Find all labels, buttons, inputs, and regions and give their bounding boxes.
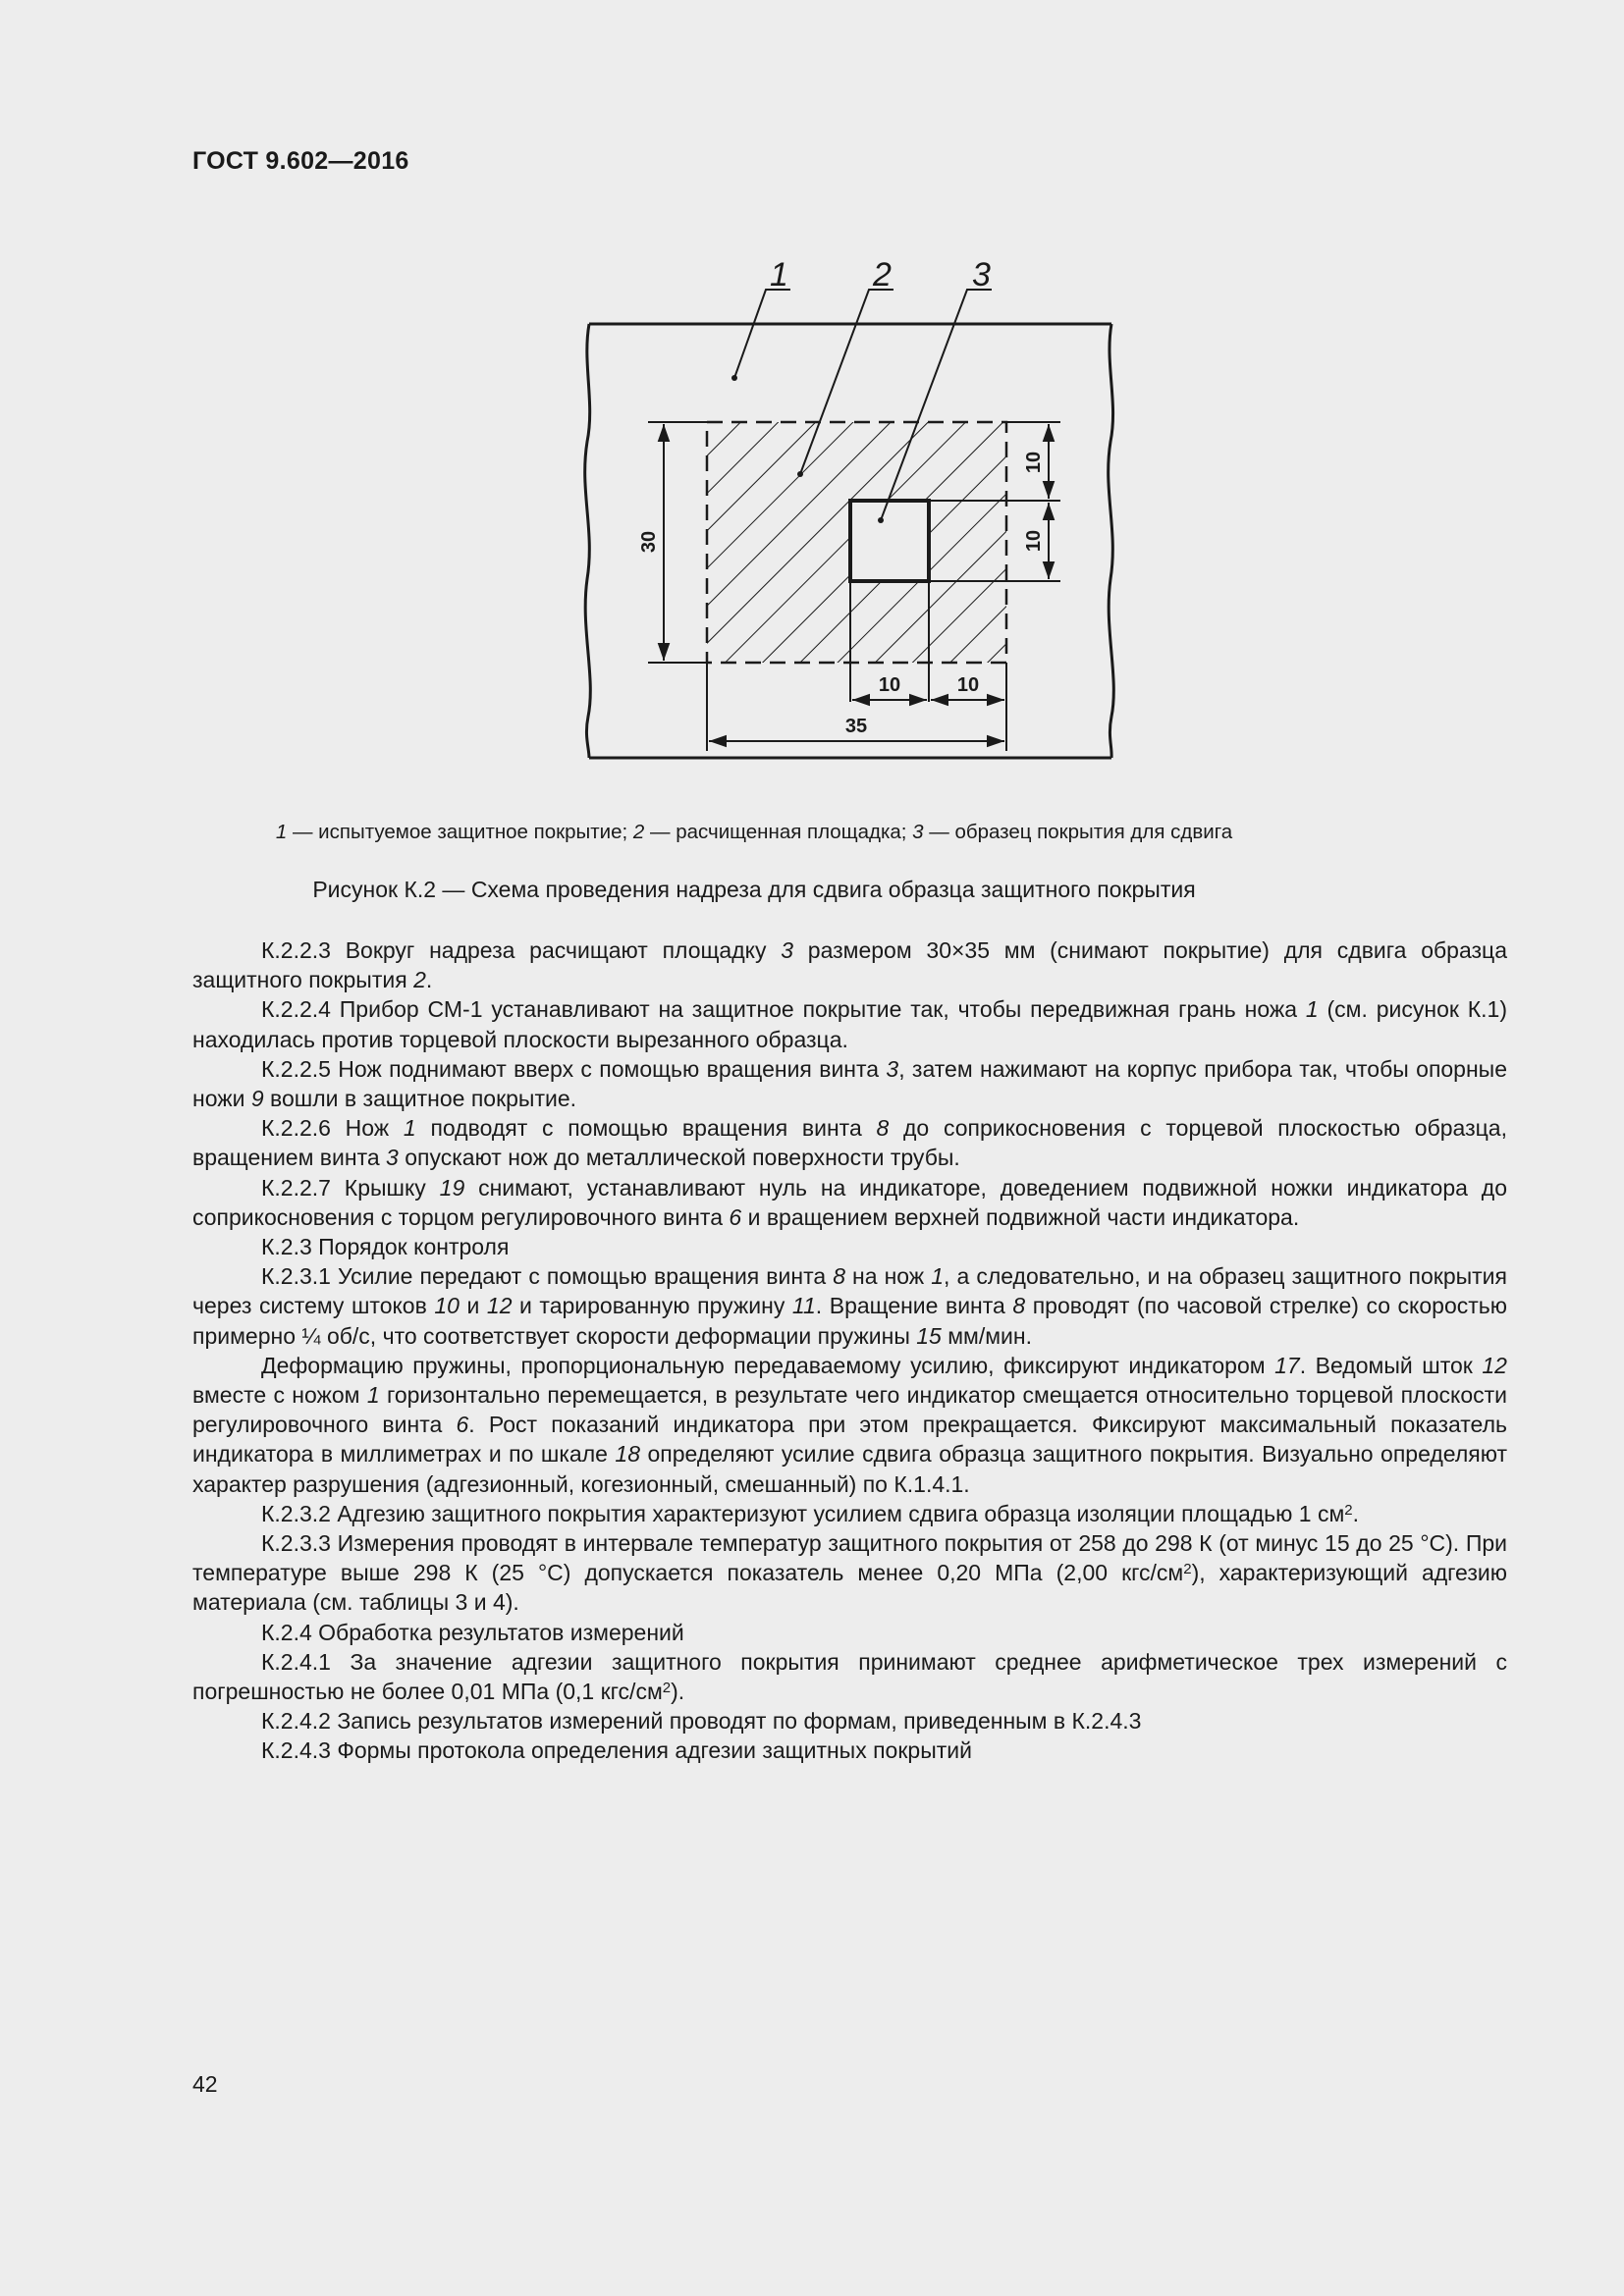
- text-run: К.2.3.2 Адгезию защитного покрытия характеризуют усилием сдвига образца изоляции площадью 1 см: [261, 1500, 1345, 1526]
- dim-bottom-left-label: 10: [878, 674, 901, 696]
- text-run: проводят (по часовой стрелке) со скоростью примерно ¼ об/с, что соответствует скорости деформации пружины: [192, 1293, 1508, 1349]
- text-run: опускают нож до металлической поверхности трубы.: [398, 1145, 960, 1171]
- legend-number: 1: [275, 821, 288, 843]
- text-run: ), характеризующий адгезию материала (см. таблицы 3 и 4).: [192, 1560, 1507, 1616]
- item-reference: 9: [250, 1086, 264, 1112]
- text-run: размером 30×35 мм (снимают покрытие) для сдвига образца защитного покрытия: [192, 937, 1507, 993]
- text-run: Деформацию пружины, пропорциональную передаваемому усилию, фиксируют индикатором: [261, 1352, 1275, 1378]
- dim-side-top-label: 10: [1023, 451, 1045, 474]
- text-run: К.2.2.4 Прибор СМ-1 устанавливают на защитное покрытие так, чтобы передвижная грань ножа: [261, 996, 1306, 1023]
- item-reference: 10: [434, 1293, 460, 1319]
- text-run: К.2.4.1 За значение адгезии защитного покрытия принимают среднее арифметическое трех измерений с погрешностью не более 0,01 МПа (0,1 кгс/см: [192, 1648, 1507, 1705]
- legend-text: — испытуемое защитное покрытие;: [287, 821, 633, 843]
- text-run: К.2.3.1 Усилие передают с помощью вращения винта: [261, 1263, 834, 1290]
- text-run: и: [459, 1293, 487, 1319]
- item-reference: 15: [916, 1322, 942, 1349]
- paragraph: [192, 994, 1507, 1053]
- text-run: К.2.3.3 Измерения проводят в интервале температур защитного покрытия от 258 до 298 К (от минус 15 до 25 °С). При температуре выше 298 К (25 °С) допускается показатель менее 0,20 МПа (2,00 кгс/см: [192, 1530, 1507, 1586]
- text-run: . Вращение винта: [815, 1293, 1013, 1319]
- text-run: К.2.2.6 Нож: [261, 1115, 404, 1142]
- dim-width-label: 35: [844, 716, 868, 737]
- text-run: вместе с ножом: [192, 1382, 367, 1409]
- legend-text: — расчищенная площадка;: [644, 821, 913, 843]
- figure-caption: Рисунок К.2 — Схема проведения надреза для сдвига образца защитного покрытия: [312, 877, 1196, 902]
- paragraph: [192, 1173, 1507, 1232]
- page-header: ГОСТ 9.602—2016: [192, 147, 409, 175]
- text-run: К.2.4.3 Формы протокола определения адгезии защитных покрытий: [261, 1737, 972, 1764]
- legend-number: 2: [632, 821, 645, 843]
- item-reference: 12: [1482, 1352, 1507, 1378]
- superscript: 2: [1344, 1501, 1353, 1519]
- text-run: горизонтально перемещается, в результате чего индикатор смещается относительно торцевой плоскости регулировочного винта: [192, 1382, 1508, 1438]
- text-run: К.2.2.7 Крышку: [261, 1174, 440, 1201]
- text-run: К.2.3 Порядок контроля: [261, 1234, 510, 1260]
- superscript: 2: [1183, 1561, 1192, 1578]
- text-run: К.2.4.2 Запись результатов измерений проводят по формам, приведенным в К.2.4.3: [261, 1708, 1142, 1735]
- item-reference: 19: [439, 1174, 465, 1201]
- paragraph: [192, 1054, 1507, 1113]
- callout-3: 3: [972, 256, 991, 294]
- paragraph: [192, 1232, 1507, 1261]
- text-run: мм/мин.: [941, 1322, 1033, 1349]
- text-run: вошли в защитное покрытие.: [263, 1086, 577, 1112]
- legend-number: 3: [912, 821, 924, 843]
- paragraph: [192, 1113, 1507, 1172]
- text-run: на нож: [844, 1263, 932, 1290]
- item-reference: 2: [413, 967, 426, 993]
- item-reference: 18: [615, 1441, 641, 1468]
- text-run: .: [425, 967, 433, 993]
- page-number: 42: [192, 2071, 218, 2097]
- paragraph: [192, 1706, 1507, 1735]
- text-run: определяют усилие сдвига образца защитного покрытия. Визуально определяют характер разрушения (адгезионный, когезионный, смешанный) по К.1.4.1.: [192, 1441, 1507, 1497]
- paragraph: [192, 1261, 1507, 1351]
- item-reference: 6: [729, 1203, 742, 1230]
- cleared-area: [707, 422, 1006, 663]
- item-reference: 11: [791, 1293, 816, 1319]
- dim-side-bottom-label: 10: [1023, 529, 1045, 553]
- text-run: и тарированную пружину: [512, 1293, 792, 1319]
- text-run: .: [1352, 1500, 1360, 1526]
- text-run: до соприкосновения с торцевой плоскостью образца, вращением винта: [192, 1115, 1507, 1171]
- dim-height-label: 30: [638, 530, 660, 554]
- superscript: 2: [662, 1680, 672, 1697]
- paragraph: [192, 1735, 1507, 1765]
- figure-k2: [550, 250, 1139, 780]
- callout-1: 1: [770, 256, 788, 294]
- text-run: (см. рисунок К.1) находилась против торцевой плоскости вырезанного образца.: [192, 996, 1507, 1052]
- item-reference: 3: [781, 937, 794, 963]
- paragraph: [192, 1528, 1507, 1618]
- callout-2: 2: [873, 256, 892, 294]
- text-run: . Рост показаний индикатора при этом прекращается. Фиксируют максимальный показатель индикатора в миллиметрах и по шкале: [192, 1412, 1507, 1468]
- paragraph: [192, 935, 1507, 994]
- item-reference: 3: [886, 1055, 899, 1082]
- paragraph: [192, 1351, 1507, 1499]
- text-run: , а следовательно, и на образец защитного покрытия через систему штоков: [192, 1263, 1507, 1319]
- item-reference: 1: [403, 1115, 416, 1142]
- item-reference: 8: [1012, 1293, 1026, 1319]
- item-reference: 1: [1305, 996, 1319, 1023]
- item-reference: 8: [833, 1263, 845, 1290]
- dim-bottom-right-label: 10: [956, 674, 980, 696]
- paragraph: [192, 1618, 1507, 1647]
- coating-cut-diagram: [550, 250, 1139, 780]
- paragraph: [192, 1499, 1507, 1528]
- item-reference: 6: [456, 1412, 469, 1438]
- body-text: [192, 935, 1507, 1766]
- legend-text: — образец покрытия для сдвига: [923, 821, 1233, 843]
- text-run: ).: [671, 1679, 685, 1705]
- item-reference: 1: [366, 1382, 380, 1409]
- paragraph: [192, 1647, 1507, 1706]
- text-run: К.2.2.5 Нож поднимают вверх с помощью вращения винта: [261, 1055, 887, 1082]
- item-reference: 12: [486, 1293, 513, 1319]
- item-reference: 3: [386, 1145, 399, 1171]
- text-run: и вращением верхней подвижной части индикатора.: [741, 1203, 1300, 1230]
- text-run: К.2.4 Обработка результатов измерений: [261, 1619, 684, 1645]
- text-run: . Ведомый шток: [1299, 1352, 1483, 1378]
- item-reference: 17: [1274, 1352, 1300, 1378]
- text-run: снимают, устанавливают нуль на индикаторе, доведением подвижной ножки индикатора до соприкосновения с торцом регулировочного винта: [192, 1174, 1507, 1230]
- item-reference: 1: [931, 1263, 945, 1290]
- figure-legend: [192, 821, 1316, 844]
- text-run: подводят с помощью вращения винта: [415, 1115, 877, 1142]
- text-run: , затем нажимают на корпус прибора так, чтобы опорные ножи: [192, 1055, 1507, 1112]
- text-run: К.2.2.3 Вокруг надреза расчищают площадку: [261, 937, 782, 963]
- item-reference: 8: [876, 1115, 890, 1142]
